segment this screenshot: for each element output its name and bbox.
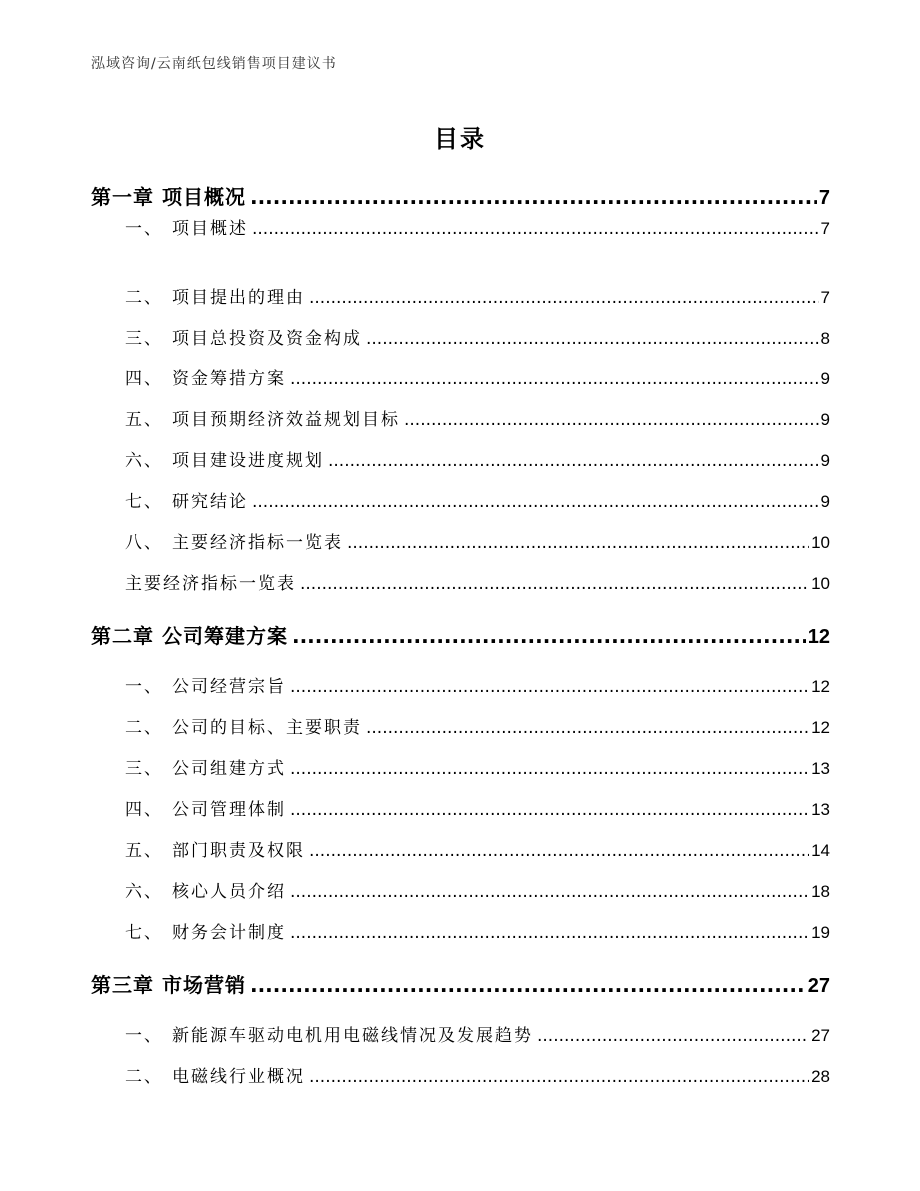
- toc-leader-dots: [404, 412, 819, 429]
- toc-page-number: 18: [811, 882, 830, 901]
- toc-section-1-8[interactable]: [125, 534, 830, 552]
- toc-section-1-1[interactable]: [125, 220, 830, 238]
- toc-entry-text: 项目概述: [172, 219, 248, 239]
- toc-entry-label: [125, 412, 400, 429]
- toc-title: 目录: [434, 125, 486, 153]
- toc-leader-dots: [347, 535, 809, 552]
- toc-entry-number: 四、: [125, 800, 163, 820]
- toc-section-2-1[interactable]: [125, 678, 830, 696]
- toc-entry-label: [125, 884, 286, 901]
- toc-entry-number: 七、: [125, 492, 163, 512]
- toc-leader-dots: [290, 925, 809, 942]
- toc-leader-dots: [328, 453, 819, 470]
- toc-section-1-7[interactable]: [125, 493, 830, 511]
- toc-page-number: 27: [807, 975, 830, 997]
- toc-leader-dots: [252, 221, 819, 238]
- toc-page-number: 19: [811, 923, 830, 942]
- toc-entry-text: 公司组建方式: [172, 759, 286, 779]
- toc-section-1-4[interactable]: [125, 370, 830, 388]
- toc-entry-number: 七、: [125, 923, 163, 943]
- toc-section-1-table[interactable]: [125, 575, 830, 593]
- toc-section-2-7[interactable]: [125, 924, 830, 942]
- toc-entry-text: 新能源车驱动电机用电磁线情况及发展趋势: [172, 1026, 533, 1046]
- toc-entry-text: 电磁线行业概况: [172, 1067, 305, 1087]
- toc-page-number: 12: [811, 718, 830, 737]
- toc-page-number: 9: [820, 451, 830, 470]
- toc-page-number: 14: [811, 841, 830, 860]
- toc-section-2-4[interactable]: [125, 801, 830, 819]
- toc-entry-label: [125, 535, 343, 552]
- toc-leader-dots: [366, 331, 819, 348]
- toc-entry-label: [125, 925, 286, 942]
- toc-entry-label: 第二章 公司筹建方案: [91, 624, 288, 648]
- toc-entry-text: 项目预期经济效益规划目标: [172, 410, 400, 430]
- toc-page-number: 7: [820, 288, 830, 307]
- toc-leader-dots: [250, 187, 817, 207]
- toc-leader-dots: [290, 761, 809, 778]
- toc-entry-number: 二、: [125, 1067, 163, 1087]
- toc-leader-dots: [290, 679, 809, 696]
- toc-leader-dots: [537, 1028, 809, 1045]
- toc-entry-text: 项目提出的理由: [172, 288, 305, 308]
- toc-leader-dots: [250, 975, 806, 995]
- toc-entry-label: [125, 679, 286, 696]
- toc-entry-label: [125, 453, 324, 470]
- toc-leader-dots: [292, 626, 806, 646]
- toc-entry-number: 六、: [125, 451, 163, 471]
- toc-entry-label: [125, 331, 362, 348]
- toc-section-1-5[interactable]: [125, 411, 830, 429]
- toc-entry-label: [125, 576, 296, 593]
- toc-page-number: 28: [811, 1067, 830, 1086]
- toc-entry-number: 一、: [125, 219, 163, 239]
- toc-entry-label: [125, 494, 248, 511]
- toc-entry-text: 财务会计制度: [172, 923, 286, 943]
- toc-entry-text: 项目建设进度规划: [172, 451, 324, 471]
- toc-leader-dots: [309, 290, 819, 307]
- toc-page-number: 10: [811, 574, 830, 593]
- toc-page-number: 7: [818, 187, 830, 209]
- toc-entry-number: 二、: [125, 718, 163, 738]
- toc-section-1-3[interactable]: [125, 330, 830, 348]
- toc-entry-text: 公司经营宗旨: [172, 677, 286, 697]
- toc-section-2-5[interactable]: [125, 842, 830, 860]
- toc-section-1-6[interactable]: [125, 452, 830, 470]
- toc-entry-label: [125, 371, 286, 388]
- toc-entry-label: [125, 802, 286, 819]
- toc-entry-text: 主要经济指标一览表: [125, 574, 296, 594]
- toc-page-number: 9: [820, 410, 830, 429]
- toc-entry-number: 一、: [125, 1026, 163, 1046]
- toc-page-number: 9: [820, 369, 830, 388]
- toc-page-number: 10: [811, 533, 830, 552]
- toc-chapter-1[interactable]: [91, 187, 830, 208]
- toc-page-number: 13: [811, 759, 830, 778]
- toc-section-2-2[interactable]: [125, 719, 830, 737]
- toc-leader-dots: [290, 802, 809, 819]
- toc-entry-label: 第一章 项目概况: [91, 185, 246, 209]
- toc-entry-text: 公司管理体制: [172, 800, 286, 820]
- toc-leader-dots: [252, 494, 819, 511]
- running-header: 泓域咨询/云南纸包线销售项目建议书: [91, 56, 337, 72]
- toc-leader-dots: [300, 576, 809, 593]
- toc-entry-number: 八、: [125, 533, 163, 553]
- toc-entry-text: 主要经济指标一览表: [172, 533, 343, 553]
- toc-chapter-2[interactable]: [91, 626, 830, 647]
- toc-entry-label: [125, 761, 286, 778]
- toc-chapter-3[interactable]: [91, 975, 830, 996]
- toc-page-number: 12: [811, 677, 830, 696]
- toc-page-number: 8: [820, 329, 830, 348]
- toc-section-1-2[interactable]: [125, 289, 830, 307]
- toc-entry-label: [125, 221, 248, 238]
- toc-page-number: 9: [820, 492, 830, 511]
- toc-section-2-3[interactable]: [125, 760, 830, 778]
- toc-entry-number: 一、: [125, 677, 163, 697]
- toc-entry-number: 三、: [125, 759, 163, 779]
- toc-entry-number: 三、: [125, 329, 163, 349]
- toc-entry-label: 第三章 市场营销: [91, 973, 246, 997]
- toc-section-2-6[interactable]: [125, 883, 830, 901]
- toc-leader-dots: [290, 371, 819, 388]
- toc-entry-number: 二、: [125, 288, 163, 308]
- toc-leader-dots: [290, 884, 809, 901]
- toc-entry-text: 公司的目标、主要职责: [172, 718, 362, 738]
- toc-entry-label: [125, 843, 305, 860]
- toc-entry-number: 五、: [125, 410, 163, 430]
- toc-entry-number: 六、: [125, 882, 163, 902]
- toc-entry-label: [125, 290, 305, 307]
- toc-entry-label: [125, 1028, 533, 1045]
- toc-section-3-1[interactable]: [125, 1027, 830, 1045]
- toc-entry-number: 五、: [125, 841, 163, 861]
- toc-entry-label: [125, 1069, 305, 1086]
- toc-entry-text: 研究结论: [172, 492, 248, 512]
- toc-entry-text: 项目总投资及资金构成: [172, 329, 362, 349]
- toc-page-number: 12: [807, 626, 830, 648]
- toc-leader-dots: [366, 720, 809, 737]
- toc-leader-dots: [309, 1069, 809, 1086]
- toc-page-number: 7: [820, 219, 830, 238]
- toc-entry-text: 核心人员介绍: [172, 882, 286, 902]
- toc-page-number: 13: [811, 800, 830, 819]
- toc-entry-text: 部门职责及权限: [172, 841, 305, 861]
- toc-entry-label: [125, 720, 362, 737]
- toc-leader-dots: [309, 843, 809, 860]
- toc-entry-text: 资金筹措方案: [172, 369, 286, 389]
- table-of-contents: [91, 0, 830, 1191]
- toc-page-number: 27: [811, 1026, 830, 1045]
- toc-entry-number: 四、: [125, 369, 163, 389]
- toc-section-3-2[interactable]: [125, 1068, 830, 1086]
